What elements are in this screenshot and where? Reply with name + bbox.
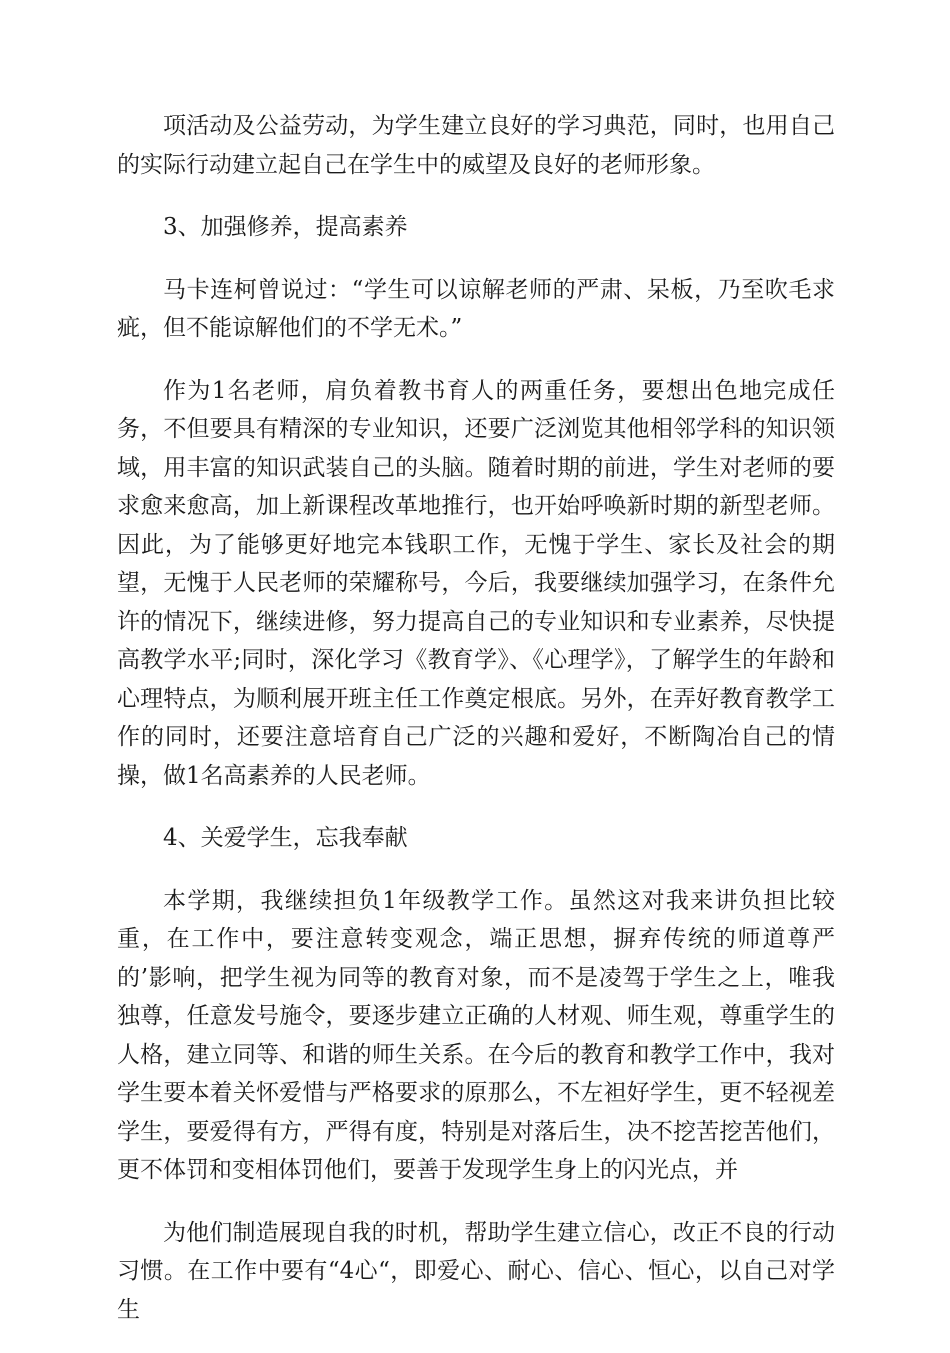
quote-paragraph: 马卡连柯曾说过：“学生可以谅解老师的严肃、呆板，乃至吹毛求疵，但不能谅解他们的不学无术。” — [117, 276, 835, 341]
document-body — [117, 107, 835, 1353]
section-heading-3: 3、加强修养，提高素养 — [163, 214, 408, 240]
body-paragraph: 为他们制造展现自我的时机，帮助学生建立信心，改正不良的行动习惯。在工作中要有“4心“，即爱心、耐心、信心、恒心，以自己对学生 — [117, 1219, 835, 1323]
body-paragraph: 作为1名老师，肩负着教书育人的两重任务，要想出色地完成任务，不但要具有精深的专业知识，还要广泛浏览其他相邻学科的知识领域，用丰富的知识武装自己的头脑。随着时期的前进，学生对老师的要求愈来愈高，加上新课程改革地推行，也开始呼唤新时期的新型老师。因此，为了能够更好地完本钱职工作，无愧于学生、家长及社会的期望，无愧于人民老师的荣耀称号，今后，我要继续加强学习，在条件允许的情况下，继续进修，努力提高自己的专业知识和专业素养，尽快提高教学水平;同时，深化学习《教育学》、《心理学》，了解学生的年龄和心理特点，为顺利展开班主任工作奠定根底。另外，在弄好教育教学工作的同时，还要注意培育自己广泛的兴趣和爱好，不断陶冶自己的情操，做1名高素养的人民老师。 — [117, 377, 835, 789]
paragraph-continuation: 项活动及公益劳动，为学生建立良好的学习典范，同时，也用自己的实际行动建立起自己在学生中的威望及良好的老师形象。 — [117, 113, 835, 178]
section-heading-4: 4、关爱学生，忘我奉献 — [163, 825, 408, 851]
body-paragraph: 本学期，我继续担负1年级教学工作。虽然这对我来讲负担比较重，在工作中，要注意转变观念，端正思想，摒弃传统的师道尊严的’影响，把学生视为同等的教育对象，而不是凌驾于学生之上，唯我独尊，任意发号施令，要逐步建立正确的人材观、师生观，尊重学生的人格，建立同等、和谐的师生关系。在今后的教育和教学工作中，我对学生要本着关怀爱惜与严格要求的原那么，不左袒好学生，更不轻视差学生，要爱得有方，严得有度，特别是对落后生，决不挖苦挖苦他们，更不体罚和变相体罚他们，要善于发现学生身上的闪光点，并 — [117, 887, 835, 1183]
